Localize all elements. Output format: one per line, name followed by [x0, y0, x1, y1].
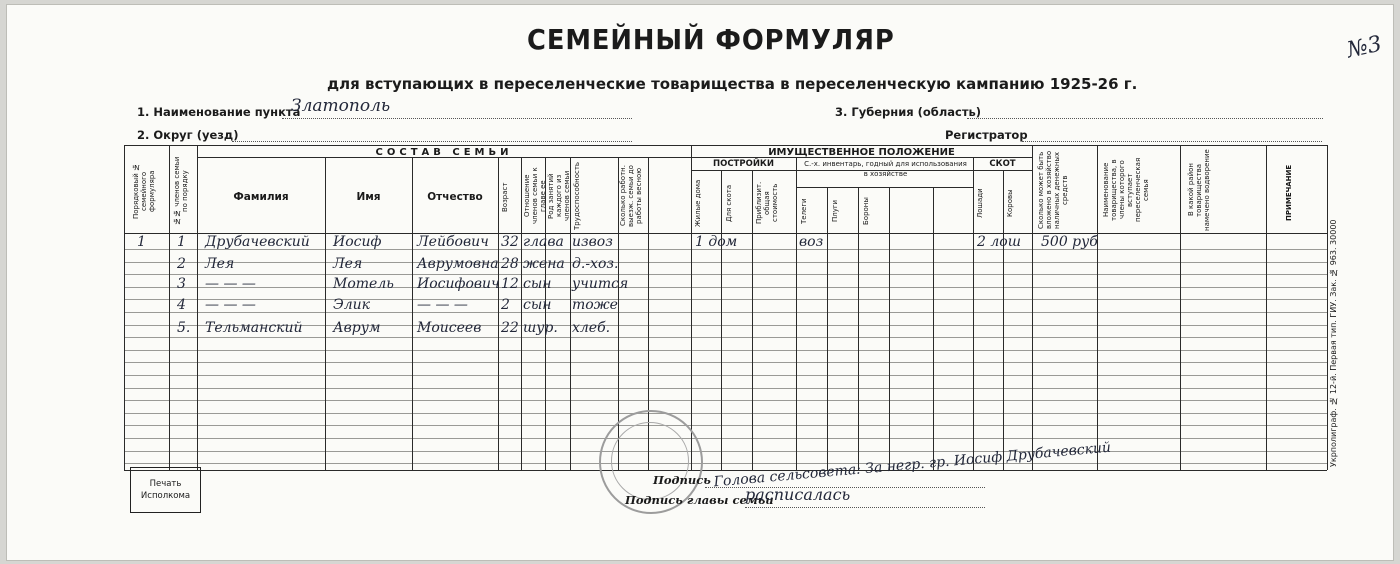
form-sheet	[6, 4, 1394, 561]
row-rule	[124, 312, 1327, 313]
header-cattle-shed: Для скота	[725, 184, 733, 222]
cell-name: Мотель	[333, 276, 394, 292]
header-partnership: Наименование товарищества, в члены которого вступает переселенческая семья	[1102, 157, 1150, 223]
header-horses: Лошади	[976, 188, 984, 218]
cell-surname: Тельманский	[205, 320, 303, 336]
cell-carts: воз	[799, 234, 824, 250]
cell-surname: — — —	[205, 276, 256, 292]
header-name: Имя	[356, 191, 381, 203]
cell-occupation: извоз	[572, 234, 613, 250]
cell-formular: 1	[137, 234, 146, 250]
cell-patronymic: Моисеев	[417, 320, 482, 336]
header-family: СОСТАВ СЕМЬИ	[375, 147, 513, 158]
head-sign-text: расписалась	[745, 485, 851, 504]
cell-member-no: 1	[177, 234, 186, 250]
field-1-line	[282, 118, 632, 119]
row-rule	[124, 388, 1327, 389]
header-invest: Сколько может быть вложено в хозяйство наличных денежных средств	[1037, 150, 1069, 230]
field-2-line	[232, 141, 632, 142]
header-buildings: ПОСТРОЙКИ	[712, 159, 774, 169]
row-rule	[124, 299, 1327, 300]
row-rule	[124, 262, 1327, 263]
row-rule	[124, 350, 1327, 351]
cell-name: Элик	[333, 297, 371, 313]
cell-name: Аврум	[333, 320, 381, 336]
row-rule	[124, 425, 1327, 426]
form-subtitle: для вступающих в переселенческие товарищества в переселенческую кампанию 1925-26 г.	[327, 75, 1138, 93]
sign-text: Голова сельсовета: За негр. гр. Иосиф Друбачевский	[713, 439, 1112, 491]
header-harrows: Бороны	[862, 197, 870, 225]
registrar-line	[1022, 141, 1322, 142]
cell-invest: 500 руб	[1041, 234, 1098, 250]
cell-relation: сын	[523, 276, 552, 292]
header-surname: Фамилия	[233, 191, 289, 203]
seal-box-label: Печать Исполкома	[140, 479, 191, 501]
header-carts: Телеги	[800, 198, 808, 224]
row-rule	[124, 451, 1327, 452]
header-patronymic: Отчество	[427, 191, 483, 203]
cell-member-no: 3	[177, 276, 186, 292]
header-house: Жилые дома	[694, 179, 702, 227]
cell-patronymic: Лейбович	[417, 234, 489, 250]
cell-age: 12	[501, 276, 519, 292]
cell-patronymic: Аврумовна	[417, 256, 499, 272]
cell-surname: — — —	[205, 297, 256, 313]
cell-occupation: тоже	[572, 297, 618, 313]
header-property: ИМУЩЕСТВЕННОЕ ПОЛОЖЕНИЕ	[768, 147, 955, 158]
header-formular-no: Порядковый № семейного формуляра	[132, 163, 156, 219]
row-rule	[124, 325, 1327, 326]
form-title: СЕМЕЙНЫЙ ФОРМУЛЯР	[527, 23, 895, 56]
field-1-value: Златополь	[291, 96, 391, 116]
cell-patronymic: — — —	[417, 297, 468, 313]
header-plows: Плуги	[831, 199, 839, 223]
cell-age: 32	[501, 234, 519, 250]
cell-name: Лея	[333, 256, 363, 272]
header-workability: Трудоспособность	[573, 161, 581, 231]
header-inventory: С.-х. инвентарь, годный для использования в хозяйстве	[804, 160, 967, 178]
printer-note: Укрполиграф. № 12-й. Первая тип. ГИУ. Зак. № 963. 30000	[1329, 219, 1338, 467]
header-district: В какой район товарищества намечено водворение	[1187, 149, 1211, 231]
cell-house: 1 дом	[695, 234, 738, 250]
header-livestock: СКОТ	[989, 159, 1016, 169]
cell-relation: шур.	[523, 320, 558, 336]
cell-member-no: 2	[177, 256, 186, 272]
seal-box	[130, 467, 201, 513]
cell-occupation: хлеб.	[572, 320, 611, 336]
row-rule	[124, 400, 1327, 401]
cell-relation: глава	[523, 234, 564, 250]
sign-label: Подпись	[653, 473, 711, 487]
cell-relation: сын	[523, 297, 552, 313]
row-rule	[124, 413, 1327, 414]
field-3-line	[967, 118, 1323, 119]
header-occupation: Род занятий каждого из членов семьи	[547, 170, 571, 222]
cell-relation: жена	[523, 256, 565, 272]
header-work-before: Сколько работн. выезж. семьи до работы весною	[619, 165, 643, 227]
row-rule	[124, 375, 1327, 376]
row-rule	[124, 362, 1327, 363]
row-rule	[124, 438, 1327, 439]
row-rule	[124, 274, 1327, 275]
cell-age: 2	[501, 297, 510, 313]
row-rule	[124, 287, 1327, 288]
cell-surname: Друбачевский	[205, 234, 310, 250]
cell-surname: Лея	[205, 256, 235, 272]
header-age: Возраст	[501, 182, 509, 212]
cell-patronymic: Иосифович	[417, 276, 500, 292]
cell-age: 22	[501, 320, 519, 336]
header-member-no: №№ членов семьи по порядку	[173, 156, 189, 226]
registrar-label: Регистратор	[945, 128, 1028, 142]
head-sign-label: Подпись главы семьи	[625, 493, 774, 507]
row-rule	[124, 463, 1327, 464]
row-rule	[124, 337, 1327, 338]
field-2-label: 2. Округ (уезд)	[137, 128, 239, 142]
cell-member-no: 4	[177, 297, 186, 313]
field-1-label: 1. Наименование пункта	[137, 105, 301, 119]
cell-horses: 2 лош	[977, 234, 1021, 250]
header-value: Приблизит. общая стоимость	[755, 181, 779, 225]
cell-member-no: 5.	[177, 320, 191, 336]
header-cows: Коровы	[1006, 189, 1014, 217]
header-relation: Отношение членов семьи к главе ее	[523, 167, 547, 225]
cell-occupation: д.-хоз.	[572, 256, 619, 272]
cell-occupation: учится	[572, 276, 629, 292]
header-notes: ПРИМЕЧАНИЕ	[1285, 164, 1293, 222]
field-3-label: 3. Губерния (область)	[835, 105, 982, 119]
cell-age: 28	[501, 256, 519, 272]
cell-name: Иосиф	[333, 234, 382, 250]
corner-mark: №3	[1344, 31, 1385, 64]
